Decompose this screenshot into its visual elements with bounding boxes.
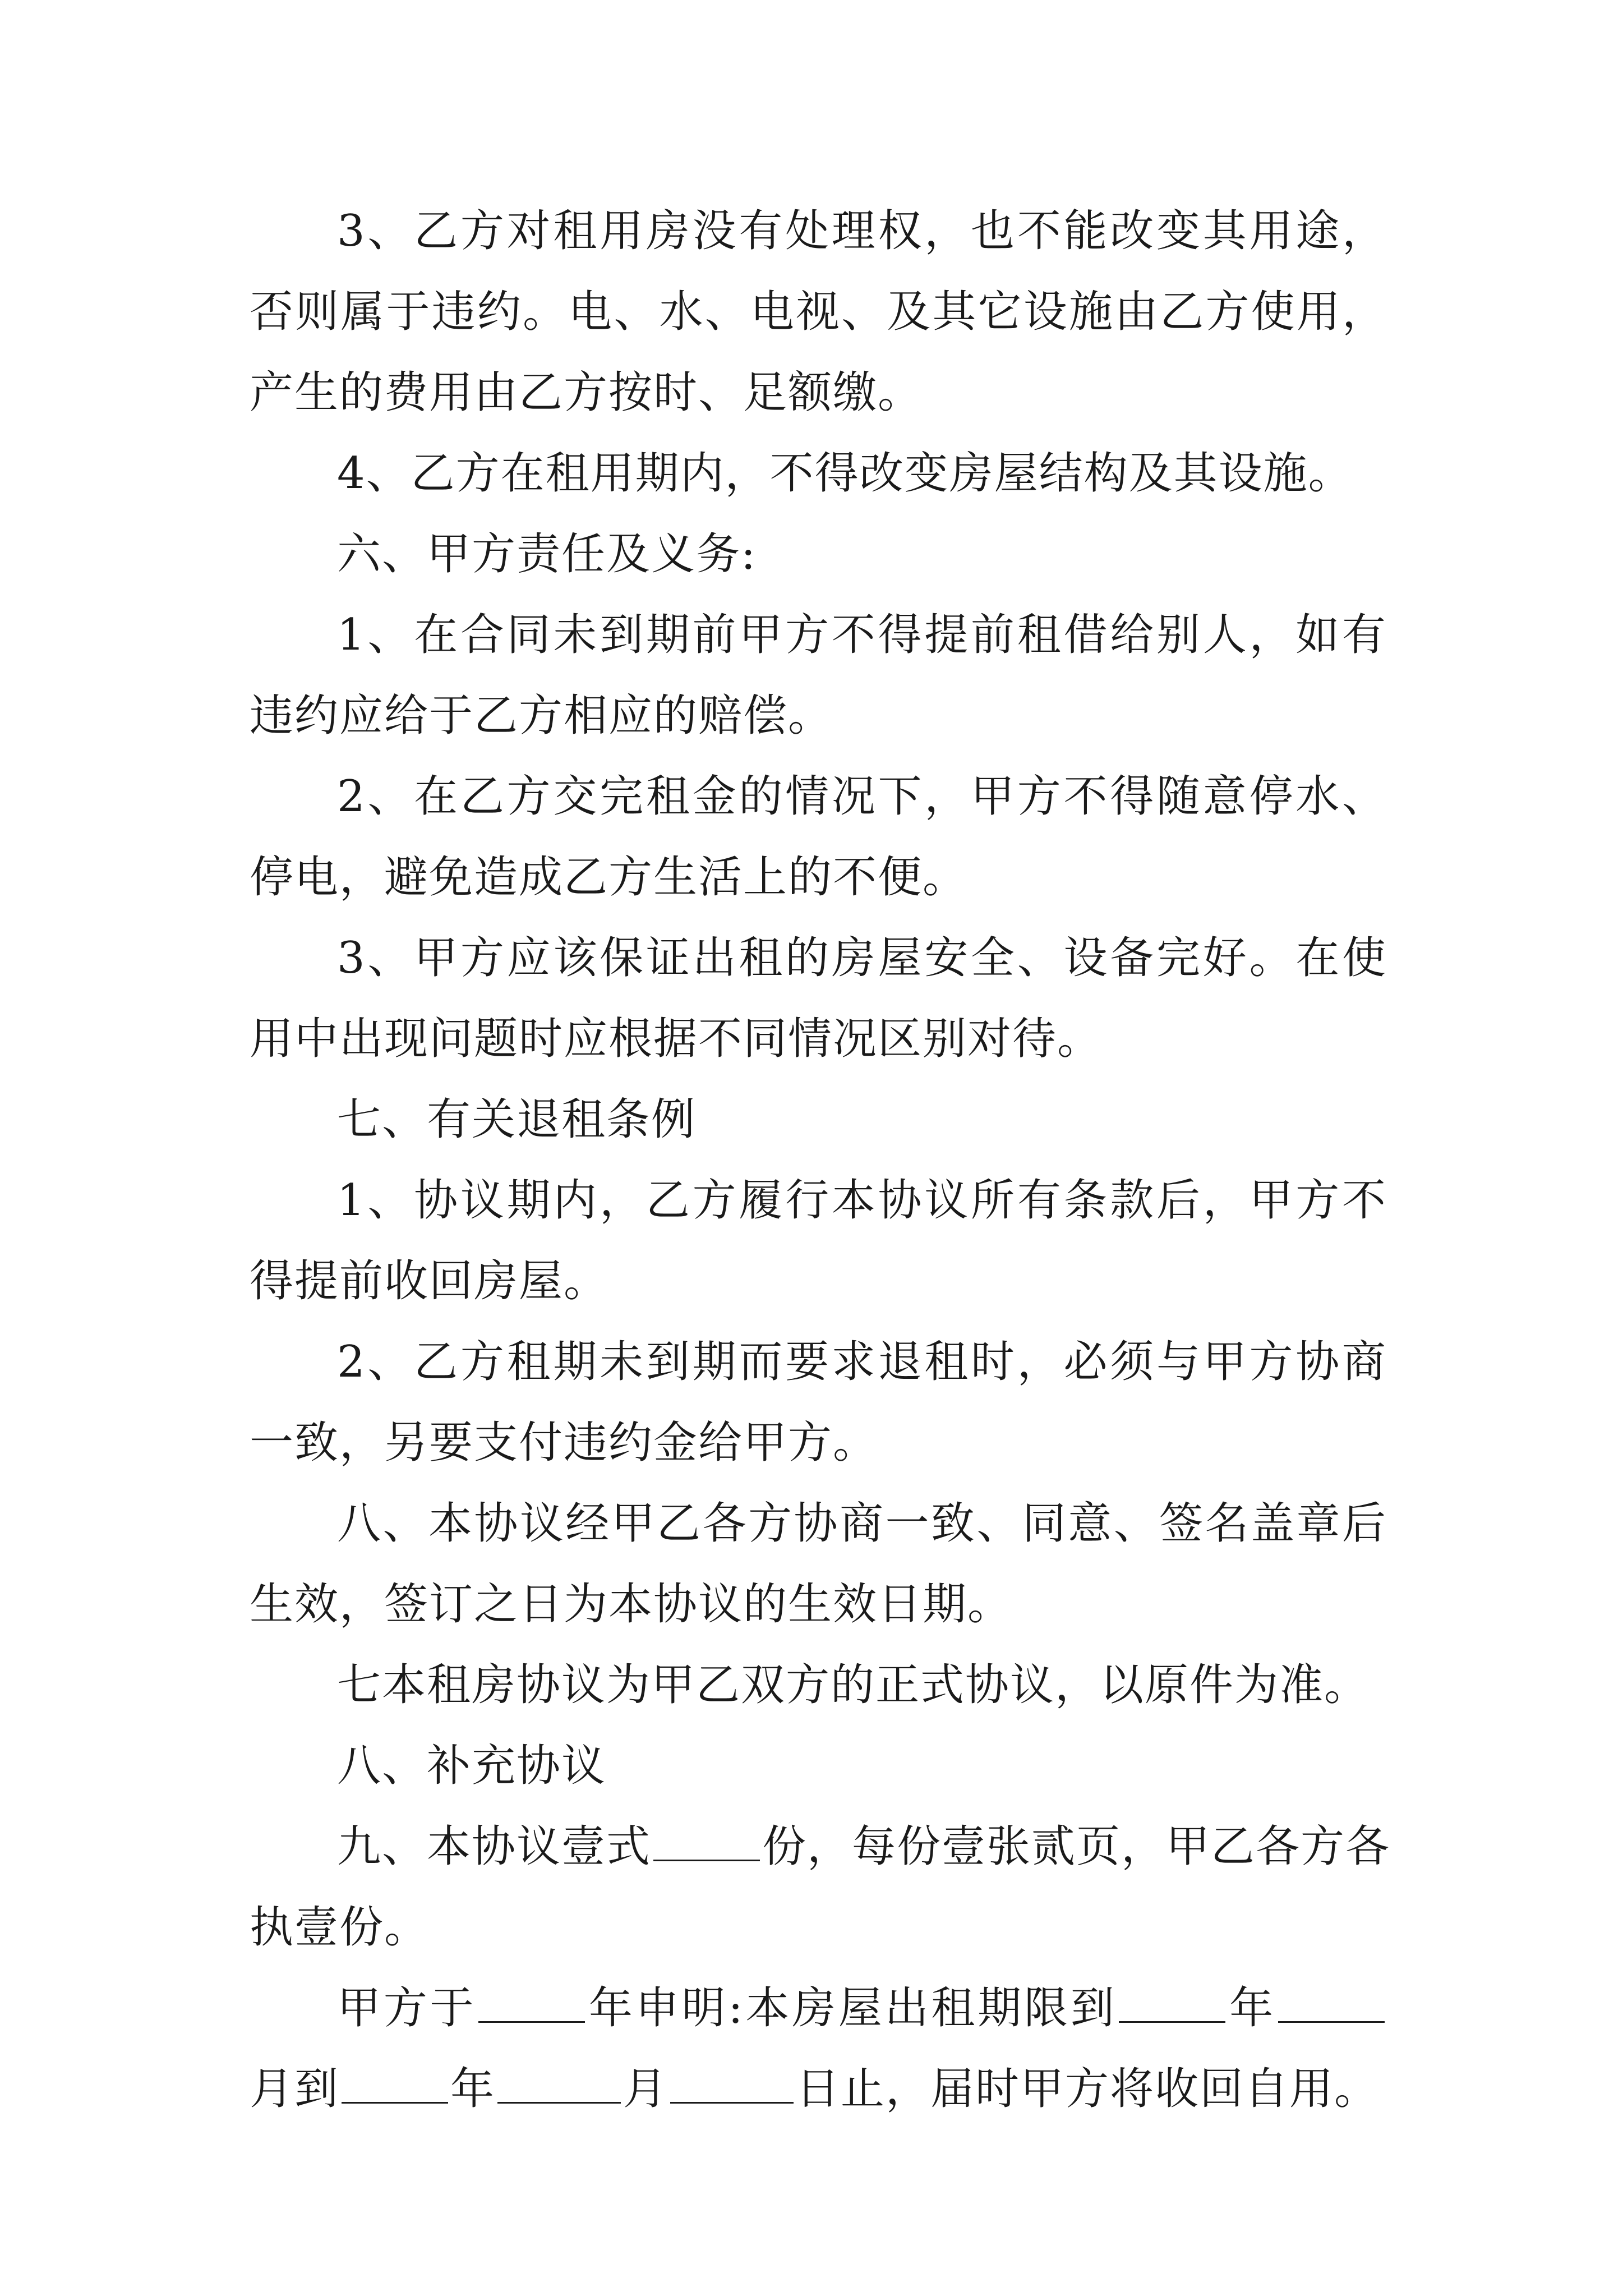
clause-6-1: 1、在合同未到期前甲方不得提前租借给别人，如有违约应给于乙方相应的赔偿。 xyxy=(250,610,1387,741)
statement-line-1: 甲方于 年申明:本房屋出租期限到 年 xyxy=(250,1968,1387,2049)
clause-7-original: 七本租房协议为甲乙双方的正式协议，以原件为准。 xyxy=(337,1660,1370,1710)
lease-end-year-blank xyxy=(1119,1985,1225,2023)
statement-line-2: 月到 年 月 日止，届时甲方将收回自用。 xyxy=(250,2064,1380,2114)
clause-9-line-2: 执壹份。 xyxy=(250,1902,430,1953)
copies-blank xyxy=(653,1824,760,1861)
period-year-blank xyxy=(342,2066,448,2104)
lease-end-month-blank xyxy=(1278,1985,1385,2023)
period-day-blank xyxy=(670,2066,794,2104)
section-heading-6: 六、甲方责任及义务: xyxy=(337,529,757,579)
statement-year-blank xyxy=(478,1985,585,2023)
section-heading-8-supplement: 八、补充协议 xyxy=(337,1741,607,1791)
clause-7-1: 1、协议期内，乙方履行本协议所有条款后，甲方不得提前收回房屋。 xyxy=(250,1175,1387,1306)
contract-page xyxy=(250,191,1391,2129)
section-heading-7: 七、有关退租条例 xyxy=(337,1094,697,1145)
clause-6-3: 3、甲方应该保证出租的房屋安全、设备完好。在使用中出现问题时应根据不同情况区别对待。 xyxy=(250,933,1387,1064)
period-month-blank xyxy=(497,2066,621,2104)
clause-5-3: 3、乙方对租用房没有处理权，也不能改变其用途，否则属于违约。电、水、电视、及其它设施由乙方使用，产生的费用由乙方按时、足额缴。 xyxy=(250,206,1387,418)
clause-8: 八、本协议经甲乙各方协商一致、同意、签名盖章后生效，签订之日为本协议的生效日期。 xyxy=(250,1498,1387,1630)
clause-5-4: 4、乙方在租用期内，不得改变房屋结构及其设施。 xyxy=(337,448,1353,499)
clause-6-2: 2、在乙方交完租金的情况下，甲方不得随意停水、停电，避免造成乙方生活上的不便。 xyxy=(250,771,1387,903)
clause-9-line-1: 九、本协议壹式 份，每份壹张贰页，甲乙各方各 xyxy=(337,1821,1391,1872)
clause-7-2: 2、乙方租期未到期而要求退租时，必须与甲方协商一致，另要支付违约金给甲方。 xyxy=(250,1337,1387,1468)
